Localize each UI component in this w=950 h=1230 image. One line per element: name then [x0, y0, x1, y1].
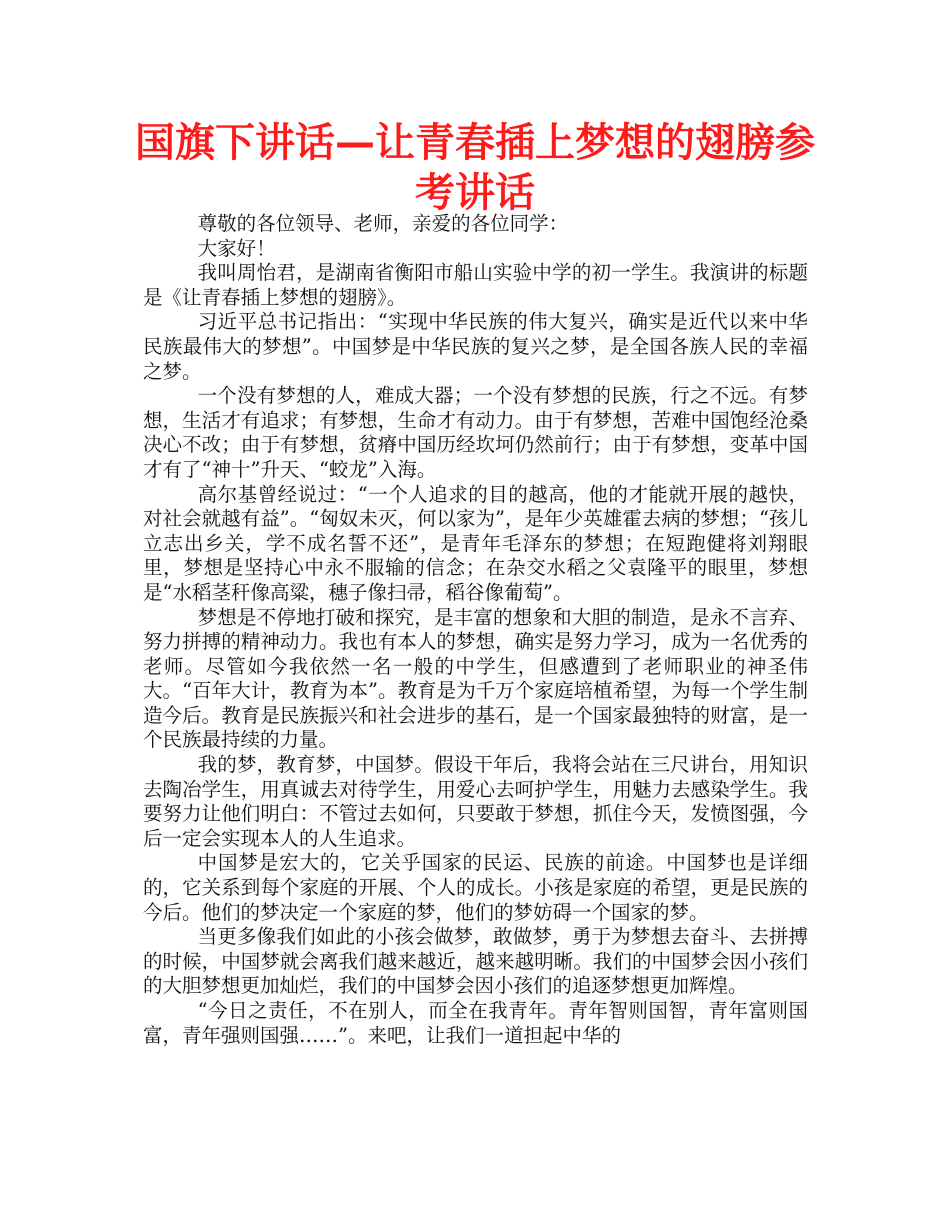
document-title: 国旗下讲话—让青春插上梦想的翅膀参考讲话	[135, 120, 815, 216]
paragraph: 梦想是不停地打破和探究，是丰富的想象和大胆的制造，是永不言弃、努力拼搏的精神动力。我也有本人的梦想，确实是努力学习，成为一名优秀的老师。尽管如今我依然一名一般的中学生，但感遭到了老师职业的神圣伟大。“百年大计，教育为本”。教育是为千万个家庭培植希望，为每一个学生制造今后。教育是民族振兴和社会进步的基石，是一个国家最独特的财富，是一个民族最持续的力量。	[143, 605, 808, 752]
document-body	[143, 212, 808, 1048]
paragraph: 我的梦，教育梦，中国梦。假设干年后，我将会站在三尺讲台，用知识去陶冶学生，用真诚去对待学生，用爱心去呵护学生，用魅力去感染学生。我要努力让他们明白：不管过去如何，只要敢于梦想，抓住今天，发愤图强，今后一定会实现本人的人生追求。	[143, 753, 808, 850]
paragraph: 高尔基曾经说过：“一个人追求的目的越高，他的才能就开展的越快，对社会就越有益”。“匈奴未灭，何以家为”，是年少英雄霍去病的梦想；“孩儿立志出乡关，学不成名誓不还”，是青年毛泽东的梦想；在短跑健将刘翔眼里，梦想是坚持心中永不服输的信念；在杂交水稻之父袁隆平的眼里，梦想是“水稻茎秆像高粱，穗子像扫帚，稻谷像葡萄”。	[143, 482, 808, 604]
paragraph: “今日之责任，不在别人，而全在我青年。青年智则国智，青年富则国富，青年强则国强……”。来吧，让我们一道担起中华的	[143, 999, 808, 1047]
paragraph: 我叫周怡君，是湖南省衡阳市船山实验中学的初一学生。我演讲的标题是《让青春插上梦想的翅膀》。	[143, 261, 808, 309]
paragraph: 一个没有梦想的人，难成大器；一个没有梦想的民族，行之不远。有梦想，生活才有追求；有梦想，生命才有动力。由于有梦想，苦难中国饱经沧桑决心不改；由于有梦想，贫瘠中国历经坎坷仍然前行；由于有梦想，变革中国才有了“神十”升天、“蛟龙”入海。	[143, 384, 808, 481]
paragraph-salutation: 尊敬的各位领导、老师，亲爱的各位同学：	[197, 212, 569, 235]
paragraph: 中国梦是宏大的，它关乎国家的民运、民族的前途。中国梦也是详细的，它关系到每个家庭的开展、个人的成长。小孩是家庭的希望，更是民族的今后。他们的梦决定一个家庭的梦，他们的梦妨碍一个国家的梦。	[143, 851, 808, 924]
paragraph: 习近平总书记指出：“实现中华民族的伟大复兴，确实是近代以来中华民族最伟大的梦想”。中国梦是中华民族的复兴之梦，是全国各族人民的幸福之梦。	[143, 310, 808, 383]
paragraph-greeting: 大家好！	[197, 236, 276, 260]
paragraph: 当更多像我们如此的小孩会做梦，敢做梦，勇于为梦想去奋斗、去拼搏的时候，中国梦就会离我们越来越近，越来越明晰。我们的中国梦会因小孩们的大胆梦想更加灿烂，我们的中国梦会因小孩们的追逐梦想更加辉煌。	[143, 925, 808, 998]
